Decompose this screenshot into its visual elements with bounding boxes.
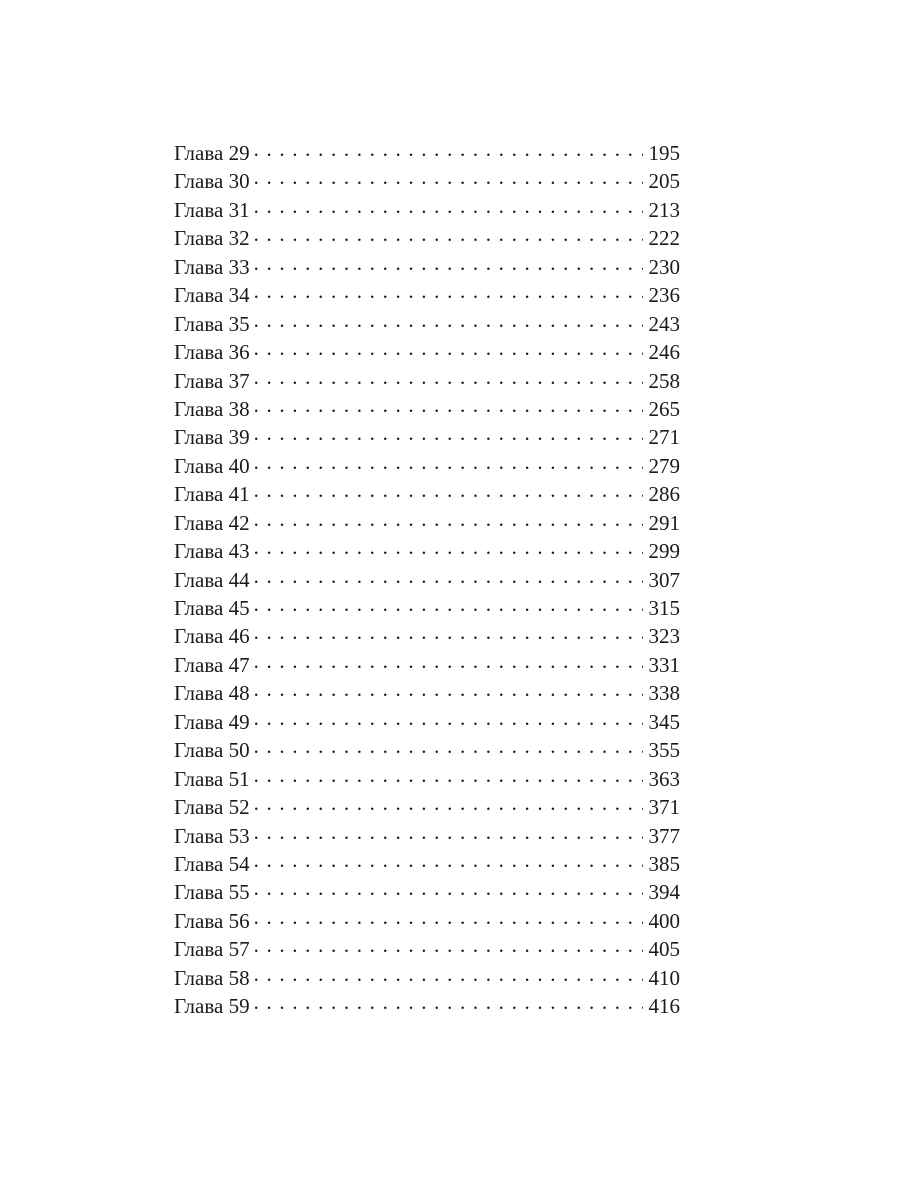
dot-leader [254, 594, 643, 615]
dot-leader [254, 850, 643, 871]
dot-leader [254, 338, 643, 359]
dot-leader [254, 622, 643, 643]
toc-entry [174, 708, 680, 736]
toc-entry-page-number: 416 [648, 994, 680, 1019]
toc-entry-title: Глава 49 [174, 709, 250, 734]
dot-leader [254, 281, 643, 302]
dot-leader [254, 566, 643, 587]
toc-entry-page-number: 377 [648, 823, 680, 848]
toc-entry [174, 935, 680, 963]
toc-entry-title: Глава 50 [174, 738, 250, 763]
toc-entry-title: Глава 55 [174, 880, 250, 905]
dot-leader [254, 167, 643, 188]
toc-entry-page-number: 299 [648, 539, 680, 564]
toc-entry-page-number: 345 [648, 709, 680, 734]
toc-entry [174, 281, 680, 309]
toc-entry [174, 452, 680, 480]
toc-entry-page-number: 286 [648, 482, 680, 507]
dot-leader [254, 395, 643, 416]
toc-entry-title: Глава 42 [174, 510, 250, 535]
dot-leader [254, 310, 643, 331]
toc-entry [174, 224, 680, 252]
table-of-contents [174, 139, 680, 1021]
toc-entry-page-number: 371 [648, 795, 680, 820]
toc-entry-page-number: 323 [648, 624, 680, 649]
dot-leader [254, 907, 643, 928]
toc-entry-title: Глава 59 [174, 994, 250, 1019]
toc-entry-title: Глава 56 [174, 908, 250, 933]
toc-entry-page-number: 394 [648, 880, 680, 905]
toc-entry-page-number: 271 [648, 425, 680, 450]
toc-entry [174, 793, 680, 821]
dot-leader [254, 822, 643, 843]
toc-entry-title: Глава 54 [174, 851, 250, 876]
toc-entry-page-number: 213 [648, 197, 680, 222]
toc-entry-title: Глава 58 [174, 965, 250, 990]
toc-entry-title: Глава 29 [174, 141, 250, 165]
toc-entry-page-number: 236 [648, 283, 680, 308]
toc-entry [174, 907, 680, 935]
toc-entry-page-number: 338 [648, 681, 680, 706]
toc-entry-page-number: 222 [648, 226, 680, 251]
toc-entry [174, 253, 680, 281]
toc-entry-title: Глава 30 [174, 169, 250, 194]
toc-entry [174, 196, 680, 224]
toc-entry-title: Глава 41 [174, 482, 250, 507]
toc-entry-page-number: 246 [648, 340, 680, 365]
toc-entry [174, 850, 680, 878]
toc-entry-page-number: 258 [648, 368, 680, 393]
toc-entry [174, 167, 680, 195]
toc-entry-page-number: 355 [648, 738, 680, 763]
toc-entry-title: Глава 53 [174, 823, 250, 848]
toc-entry-title: Глава 34 [174, 283, 250, 308]
toc-entry [174, 679, 680, 707]
toc-entry-title: Глава 57 [174, 937, 250, 962]
toc-entry-page-number: 230 [648, 254, 680, 279]
dot-leader [254, 423, 643, 444]
dot-leader [254, 480, 643, 501]
dot-leader [254, 367, 643, 388]
toc-entry-title: Глава 45 [174, 596, 250, 620]
dot-leader [254, 935, 643, 956]
toc-entry [174, 622, 680, 650]
toc-entry [174, 139, 680, 167]
toc-entry [174, 537, 680, 565]
toc-entry [174, 651, 680, 679]
toc-entry-page-number: 410 [648, 965, 680, 990]
toc-entry-title: Глава 52 [174, 795, 250, 820]
dot-leader [254, 964, 643, 985]
toc-entry-page-number: 243 [648, 311, 680, 336]
toc-entry-title: Глава 37 [174, 368, 250, 393]
dot-leader [254, 196, 643, 217]
dot-leader [254, 736, 643, 757]
toc-entry-page-number: 265 [648, 396, 680, 421]
toc-entry [174, 878, 680, 906]
toc-entry-title: Глава 39 [174, 425, 250, 450]
toc-entry-page-number: 363 [648, 766, 680, 791]
dot-leader [254, 224, 643, 245]
toc-entry-title: Глава 51 [174, 766, 250, 791]
toc-entry-title: Глава 32 [174, 226, 250, 251]
dot-leader [254, 679, 643, 700]
toc-entry-page-number: 291 [648, 510, 680, 535]
toc-entry-page-number: 385 [648, 851, 680, 876]
toc-entry [174, 822, 680, 850]
dot-leader [254, 253, 643, 274]
toc-entry-title: Глава 43 [174, 539, 250, 564]
toc-entry-page-number: 400 [648, 908, 680, 933]
toc-entry [174, 338, 680, 366]
toc-entry [174, 395, 680, 423]
toc-entry [174, 964, 680, 992]
toc-entry-page-number: 405 [648, 937, 680, 962]
toc-entry [174, 509, 680, 537]
dot-leader [254, 793, 643, 814]
dot-leader [254, 765, 643, 786]
dot-leader [254, 992, 643, 1013]
toc-entry-title: Глава 46 [174, 624, 250, 649]
toc-entry-page-number: 205 [648, 169, 680, 194]
toc-entry [174, 423, 680, 451]
dot-leader [254, 878, 643, 899]
toc-entry-page-number: 307 [648, 567, 680, 592]
toc-entry [174, 765, 680, 793]
dot-leader [254, 537, 643, 558]
toc-entry-title: Глава 31 [174, 197, 250, 222]
toc-entry-page-number: 195 [648, 141, 680, 165]
toc-entry [174, 566, 680, 594]
toc-entry-page-number: 315 [648, 596, 680, 620]
toc-entry-title: Глава 36 [174, 340, 250, 365]
dot-leader [254, 509, 643, 530]
toc-entry-page-number: 331 [648, 652, 680, 677]
toc-entry-page-number: 279 [648, 453, 680, 478]
toc-entry [174, 367, 680, 395]
toc-entry-title: Глава 33 [174, 254, 250, 279]
toc-entry-title: Глава 47 [174, 652, 250, 677]
toc-entry [174, 310, 680, 338]
dot-leader [254, 708, 643, 729]
toc-entry-title: Глава 35 [174, 311, 250, 336]
dot-leader [254, 651, 643, 672]
dot-leader [254, 139, 643, 160]
toc-entry-title: Глава 40 [174, 453, 250, 478]
toc-entry [174, 992, 680, 1020]
dot-leader [254, 452, 643, 473]
toc-entry-title: Глава 38 [174, 396, 250, 421]
toc-entry [174, 594, 680, 622]
toc-entry [174, 736, 680, 764]
toc-entry-title: Глава 48 [174, 681, 250, 706]
toc-entry-title: Глава 44 [174, 567, 250, 592]
toc-entry [174, 480, 680, 508]
